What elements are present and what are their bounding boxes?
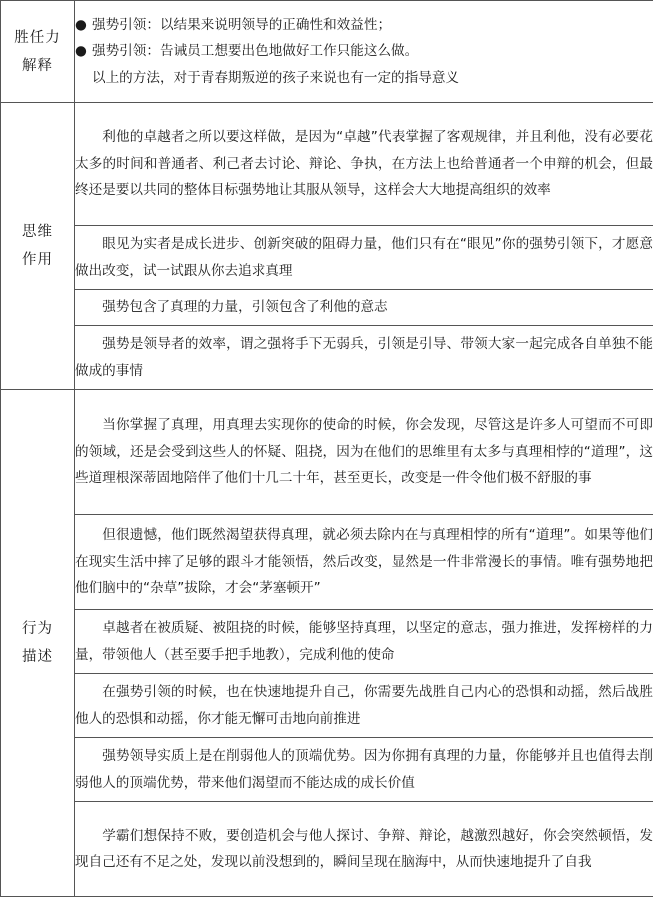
thinking-label-line-1: 思维	[22, 224, 53, 240]
explanation-content	[75, 1, 653, 103]
behavior-label-line-2: 描述	[22, 649, 53, 665]
bullet-dot-icon: ●	[75, 16, 87, 33]
behavior-row-2	[1, 515, 653, 610]
thinking-label	[1, 103, 75, 390]
thinking-row-2	[1, 226, 653, 290]
thinking-row-4	[1, 326, 653, 390]
behavior-paragraph: 学霸们想保持不败，要创造机会与他人探讨、争辩、辩论，越激烈越好，你会突然顿悟，发现自己还有不足之处，发现以前没想到的，瞬间呈现在脑海中，从而快速地提升了自我	[75, 802, 653, 897]
behavior-paragraph: 卓越者在被质疑、被阻挠的时候，能够坚持真理，以坚定的意志，强力推进，发挥榜样的力量，带领他人（甚至要手把手地教），完成利他的使命	[75, 610, 653, 674]
explanation-bullet-text: 强势引领：告诫员工想要出色地做好工作只能这么做。	[92, 43, 419, 60]
explanation-row	[1, 1, 653, 103]
thinking-paragraph: 强势是领导者的效率，谓之强将手下无弱兵，引领是引导、带领大家一起完成各自单独不能做成的事情	[75, 326, 653, 390]
behavior-row-5	[1, 738, 653, 802]
behavior-row-6	[1, 802, 653, 897]
explanation-bullet-text: 强势引领：以结果来说明领导的正确性和效益性；	[92, 16, 392, 33]
thinking-paragraph: 强势包含了真理的力量，引领包含了利他的意志	[75, 290, 653, 326]
explanation-label-line-1: 胜任力	[14, 29, 61, 46]
behavior-paragraph: 当你掌握了真理，用真理去实现你的使命的时候，你会发现，尽管这是许多人可望而不可即的领域，还是会受到这些人的怀疑、阻挠，因为在他们的思维里有太多与真理相悖的“道理”，这些道理根深蒂固地陪伴了他们十几二十年，甚至更长，改变是一件令他们极不舒服的事	[75, 390, 653, 515]
behavior-row-3	[1, 610, 653, 674]
behavior-label	[1, 390, 75, 897]
explanation-label-line-2: 解释	[22, 57, 53, 74]
thinking-paragraph: 利他的卓越者之所以要这样做，是因为“卓越”代表掌握了客观规律，并且利他，没有必要花太多的时间和普通者、利己者去讨论、辩论、争执，在方法上也给普通者一个申辩的机会，但最终还是要以共同的整体目标强势地让其服从领导，这样会大大地提高组织的效率	[75, 103, 653, 226]
behavior-row-1	[1, 390, 653, 515]
behavior-label-line-1: 行为	[22, 621, 53, 637]
behavior-paragraph: 强势领导实质上是在削弱他人的顶端优势。因为你拥有真理的力量，你能够并且也值得去削弱他人的顶端优势，带来他们渴望而不能达成的成长价值	[75, 738, 653, 802]
explanation-label	[1, 1, 75, 103]
thinking-label-line-2: 作用	[22, 252, 53, 268]
bullet-dot-icon: ●	[75, 43, 87, 60]
behavior-row-4	[1, 674, 653, 738]
explanation-note: 以上的方法，对于青春期叛逆的孩子来说也有一定的指导意义	[92, 69, 460, 86]
explanation-bullet-item	[75, 38, 653, 65]
behavior-paragraph: 在强势引领的时候，也在快速地提升自己，你需要先战胜自己内心的恐惧和动摇，然后战胜他人的恐惧和动摇，你才能无懈可击地向前推进	[75, 674, 653, 738]
thinking-row-1	[1, 103, 653, 226]
behavior-paragraph: 但很遗憾，他们既然渴望获得真理，就必须去除内在与真理相悖的所有“道理”。如果等他们在现实生活中摔了足够的跟斗才能领悟，然后改变，显然是一件非常漫长的事情。唯有强势地把他们脑中的“杂草”拔除，才会“茅塞顿开”	[75, 515, 653, 610]
thinking-paragraph: 眼见为实者是成长进步、创新突破的阻碍力量，他们只有在“眼见”你的强势引领下，才愿意做出改变，试一试跟从你去追求真理	[75, 226, 653, 290]
thinking-row-3	[1, 290, 653, 326]
explanation-bullet-item	[75, 12, 653, 39]
